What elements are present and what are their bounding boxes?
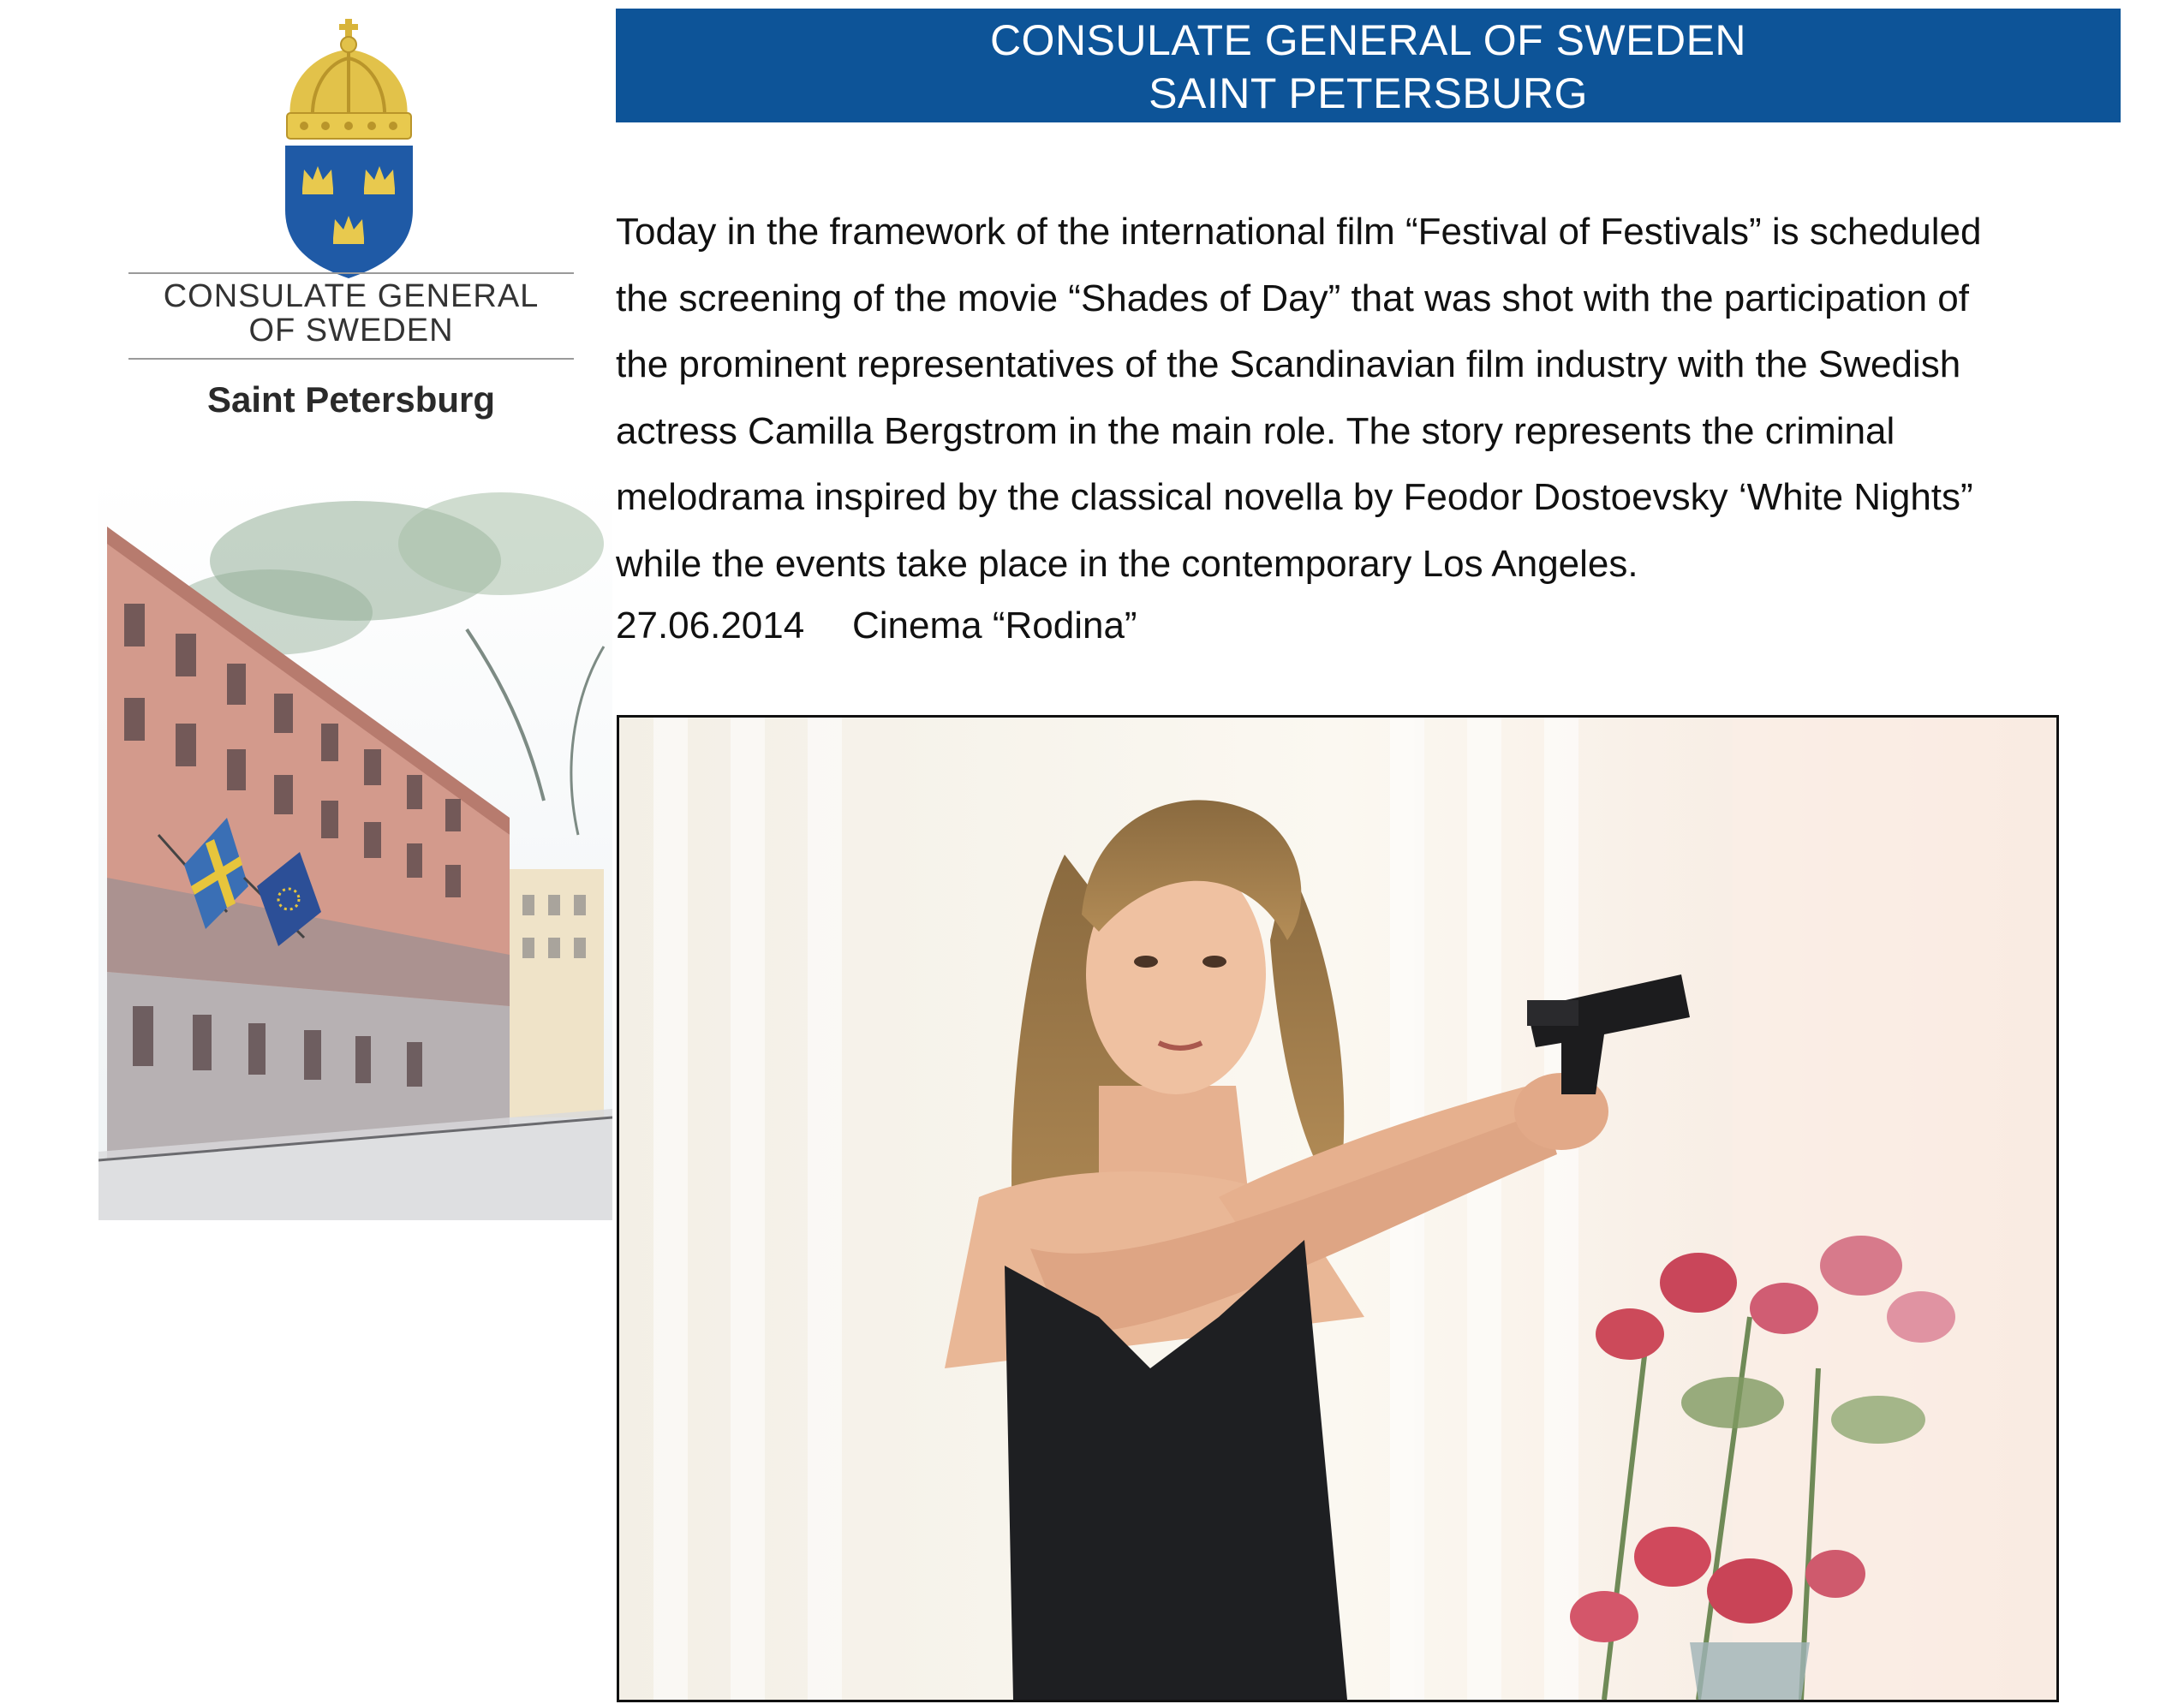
header-line-1: CONSULATE GENERAL OF SWEDEN — [989, 16, 1747, 64]
header-line-2: SAINT PETERSBURG — [1149, 69, 1588, 117]
logo-line-1: CONSULATE GENERAL — [163, 278, 540, 314]
film-still-photo — [617, 715, 2059, 1702]
article-line: melodrama inspired by the classical novella by Feodor Dostoevsky ‘White Nights” — [616, 476, 1973, 518]
article-line: Today in the framework of the international film “Festival of Festivals” is scheduled — [616, 211, 1982, 253]
header-banner — [616, 9, 2121, 122]
article-body — [616, 199, 2140, 597]
event-info — [616, 600, 1137, 652]
article-line: actress Camilla Bergstrom in the main role. The story represents the criminal — [616, 409, 1895, 452]
consulate-building-illustration — [98, 475, 612, 1220]
article-line: while the events take place in the contemporary Los Angeles. — [616, 542, 1638, 585]
event-date: 27.06.2014 — [616, 605, 805, 646]
logo-divider-bottom — [128, 358, 574, 360]
event-venue: Cinema “Rodina” — [852, 605, 1137, 646]
film-still-illustration — [619, 718, 2056, 1700]
swedish-coat-of-arms-icon — [278, 17, 420, 278]
logo-city: Saint Petersburg — [206, 379, 496, 420]
article-line: the screening of the movie “Shades of Day” that was shot with the participation of — [616, 277, 1969, 319]
logo-divider-top — [128, 272, 574, 274]
article-line: the prominent representatives of the Scandinavian film industry with the Swedish — [616, 343, 1961, 385]
logo-line-2: OF SWEDEN — [248, 313, 454, 349]
